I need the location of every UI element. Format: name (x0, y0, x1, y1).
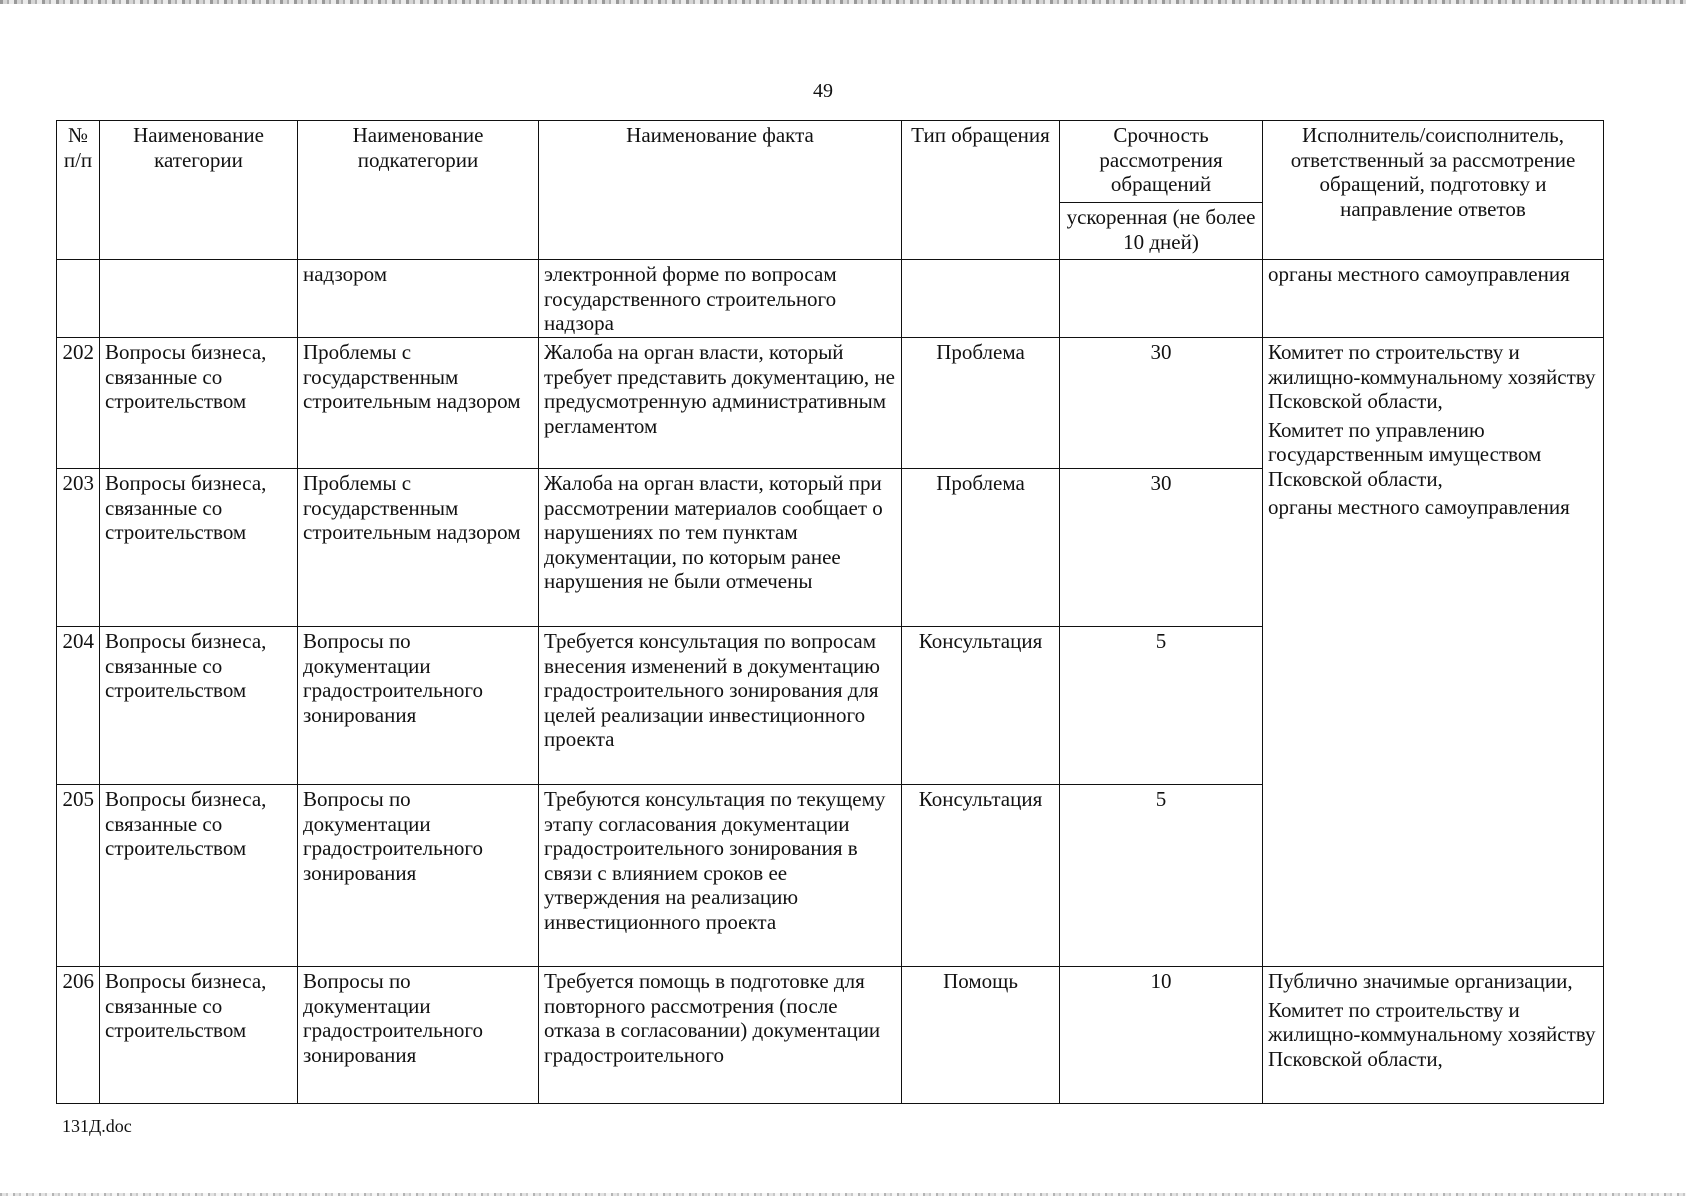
executor-line: Комитет по управлению государственным имуществом Псковской области, (1268, 417, 1542, 491)
header-category: Наименование категории (100, 121, 298, 260)
page-number: 49 (813, 80, 833, 102)
cell-type (902, 260, 1060, 338)
cell-num: 206 (57, 967, 100, 1104)
cell-urgency: 10 (1060, 967, 1263, 1104)
cell-category: Вопросы бизнеса, связанные со строительством (100, 967, 298, 1104)
header-executor: Исполнитель/соисполнитель, ответственный за рассмотрение обращений, подготовку и направление ответов (1263, 121, 1604, 260)
cell-num: 205 (57, 785, 100, 967)
header-fact: Наименование факта (539, 121, 902, 260)
executor-line: органы местного самоуправления (1268, 495, 1570, 519)
cell-urgency: 5 (1060, 627, 1263, 785)
cell-fact: Жалоба на орган власти, который при рассмотрении материалов сообщает о нарушениях по тем пунктам документации, по которым ранее нарушения не были отмечены (539, 469, 902, 627)
cell-type: Помощь (902, 967, 1060, 1104)
cell-category: Вопросы бизнеса, связанные со строительством (100, 627, 298, 785)
cell-subcategory: надзором (298, 260, 539, 338)
table-row-206 (57, 967, 1604, 1104)
cell-category: Вопросы бизнеса, связанные со строительством (100, 338, 298, 469)
cell-category: Вопросы бизнеса, связанные со строительством (100, 785, 298, 967)
cell-num (57, 260, 100, 338)
table-row-continuation (57, 260, 1604, 338)
scan-edge-bottom (0, 1193, 1686, 1196)
cell-category: Вопросы бизнеса, связанные со строительством (100, 469, 298, 627)
table-row-202 (57, 338, 1604, 469)
cell-subcategory: Проблемы с государственным строительным надзором (298, 338, 539, 469)
cell-urgency (1060, 260, 1263, 338)
cell-executor-206 (1263, 967, 1604, 1104)
cell-subcategory: Вопросы по документации градостроительного зонирования (298, 967, 539, 1104)
cell-urgency: 30 (1060, 338, 1263, 469)
cell-subcategory: Проблемы с государственным строительным надзором (298, 469, 539, 627)
cell-type: Консультация (902, 627, 1060, 785)
footer-file-name: 131Д.doc (62, 1116, 132, 1136)
executor-line: Публично значимые организации, (1268, 969, 1573, 993)
cell-fact: Требуется помощь в подготовке для повторного рассмотрения (после отказа в согласовании) документации градостроительного (539, 967, 902, 1104)
executor-line: Комитет по строительству и жилищно-коммунальному хозяйству Псковской области, (1268, 340, 1596, 413)
header-urgency: Срочность рассмотрения обращений (1060, 121, 1263, 203)
cell-fact: Требуется консультация по вопросам внесения изменений в документацию градостроительного зонирования для целей реализации инвестиционного проекта (539, 627, 902, 785)
cell-urgency: 5 (1060, 785, 1263, 967)
header-subcategory: Наименование подкатегории (298, 121, 539, 260)
cell-fact: электронной форме по вопросам государственного строительного надзора (539, 260, 902, 338)
cell-type: Проблема (902, 469, 1060, 627)
header-num: № п/п (57, 121, 100, 260)
cell-num: 202 (57, 338, 100, 469)
executor-line: Комитет по строительству и жилищно-коммунальному хозяйству Псковской области, (1268, 997, 1596, 1071)
cell-num: 204 (57, 627, 100, 785)
cell-num: 203 (57, 469, 100, 627)
cell-subcategory: Вопросы по документации градостроительного зонирования (298, 785, 539, 967)
scan-edge-top (0, 0, 1686, 4)
cell-subcategory: Вопросы по документации градостроительного зонирования (298, 627, 539, 785)
classification-table (56, 120, 1604, 1104)
cell-type: Консультация (902, 785, 1060, 967)
cell-fact: Требуются консультация по текущему этапу согласования документации градостроительного зонирования в связи с влиянием сроков ее утверждения на реализацию инвестиционного проекта (539, 785, 902, 967)
cell-type: Проблема (902, 338, 1060, 469)
cell-executor: органы местного самоуправления (1263, 260, 1604, 338)
cell-fact: Жалоба на орган власти, который требует представить документацию, не предусмотренную административным регламентом (539, 338, 902, 469)
header-urgency-accelerated: ускоренная (не более 10 дней) (1060, 203, 1263, 260)
header-type: Тип обращения (902, 121, 1060, 260)
cell-urgency: 30 (1060, 469, 1263, 627)
cell-executor-group (1263, 338, 1604, 967)
cell-category (100, 260, 298, 338)
